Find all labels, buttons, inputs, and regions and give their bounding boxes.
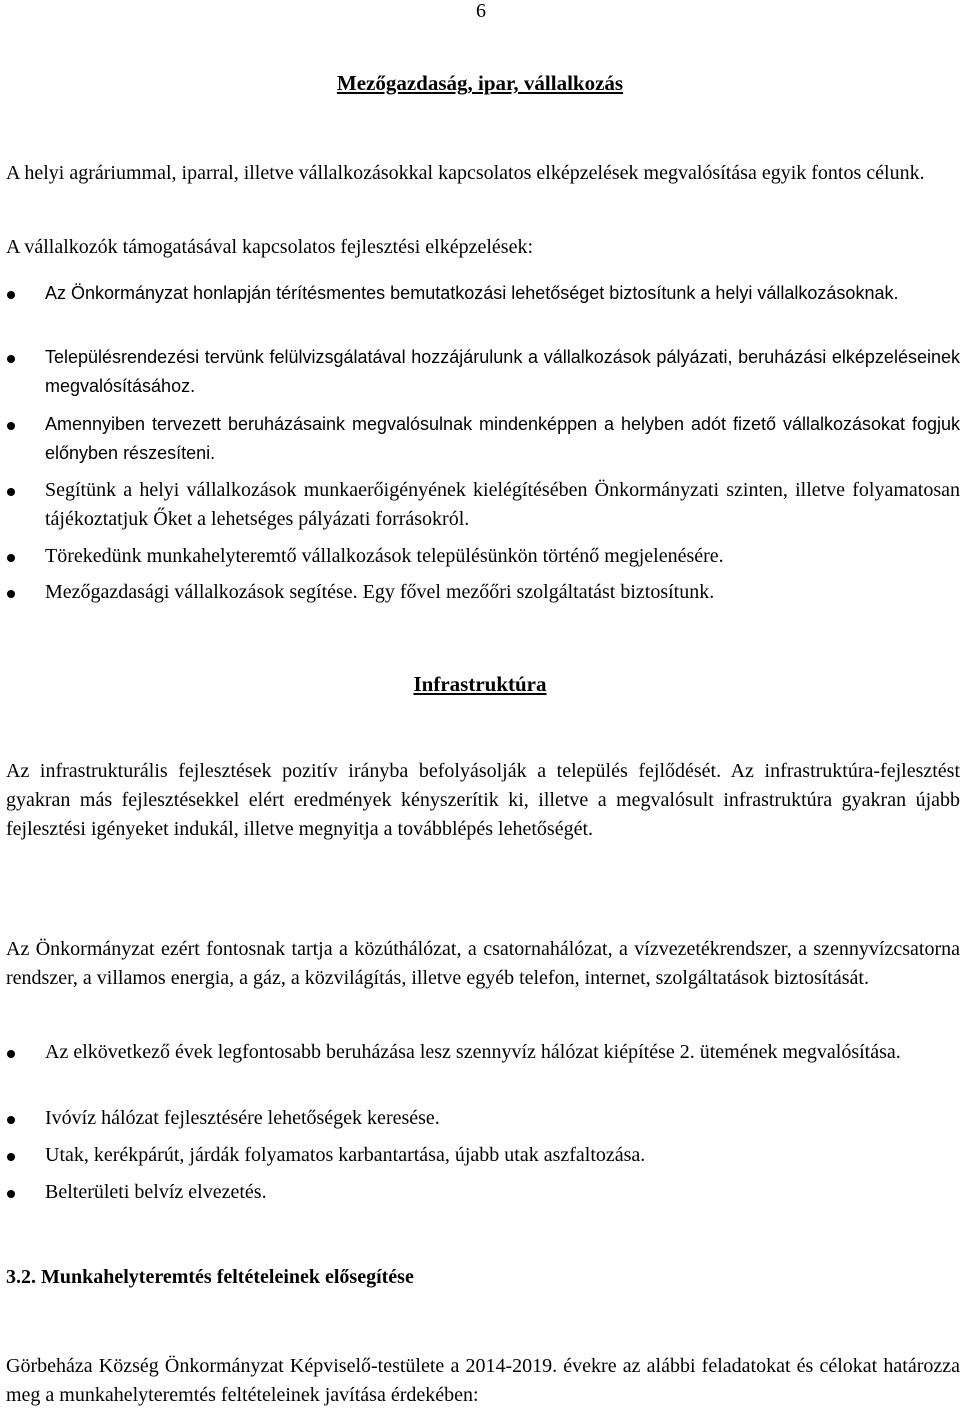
bullet-icon bbox=[7, 355, 15, 363]
list-item-text: Mezőgazdasági vállalkozások segítése. Egy fővel mezőőri szolgáltatást biztosítunk. bbox=[45, 581, 715, 603]
bullet-icon bbox=[7, 1050, 15, 1058]
list-item-text: Amennyiben tervezett beruházásaink megvalósulnak mindenképpen a helyben adót fizető vállalkozásokat fogjuk előnyben részesíteni. bbox=[45, 414, 960, 463]
employment-paragraph: Görbeháza Község Önkormányzat Képviselő-testülete a 2014-2019. évekre az alábbi feladatokat és célokat határozza meg a munkahelyteremtés feltételeinek javítása érdekében: bbox=[6, 1355, 960, 1406]
lead-paragraph: A vállalkozók támogatásával kapcsolatos fejlesztési elképzelések: bbox=[6, 236, 534, 258]
list-item-text: Törekedünk munkahelyteremtő vállalkozások településünkön történő megjelenésére. bbox=[45, 545, 724, 567]
bullet-icon bbox=[7, 554, 15, 562]
section-title-infrastructure: Infrastruktúra bbox=[413, 672, 547, 696]
list-item-text: Településrendezési tervünk felülvizsgálatával hozzájárulunk a vállalkozások pályázati, beruházási elképzeléseinek megvalósításához. bbox=[45, 347, 960, 396]
infrastructure-paragraph-1: Az infrastrukturális fejlesztések pozitív irányba befolyásolják a település fejlődését. Az infrastruktúra-fejlesztést gyakran más fejlesztésekkel elért eredmények kényszerítik ki, illetve a megvalósult infrastruktúra gyakran újabb fejlesztési igényeket indukál, illetve megnyitja a továbblépés lehetőségét. bbox=[6, 760, 960, 840]
list-item-text: Belterületi belvíz elvezetés. bbox=[45, 1181, 267, 1203]
list-item-text: Ivóvíz hálózat fejlesztésére lehetőségek keresése. bbox=[45, 1107, 440, 1129]
list-item-text: Utak, kerékpárút, járdák folyamatos karbantartása, újabb utak aszfaltozása. bbox=[45, 1144, 646, 1166]
bullet-icon bbox=[7, 488, 15, 496]
infrastructure-paragraph-2: Az Önkormányzat ezért fontosnak tartja a közúthálózat, a csatornahálózat, a vízvezetékrendszer, a szennyvízcsatorna rendszer, a villamos energia, a gáz, a közvilágítás, illetve egyéb telefon, internet, szolgáltatások biztosítását. bbox=[6, 938, 960, 989]
list-item-text: Az Önkormányzat honlapján térítésmentes bemutatkozási lehetőséget biztosítunk a helyi vállalkozásoknak. bbox=[45, 283, 899, 303]
bullet-icon bbox=[7, 1153, 15, 1161]
bullet-icon bbox=[7, 1190, 15, 1198]
intro-paragraph: A helyi agráriummal, iparral, illetve vállalkozásokkal kapcsolatos elképzelések megvalósítása egyik fontos célunk. bbox=[6, 162, 925, 184]
section-title-agriculture: Mezőgazdaság, ipar, vállalkozás bbox=[336, 71, 624, 95]
bullet-icon bbox=[7, 590, 15, 598]
bullet-icon bbox=[7, 1116, 15, 1124]
bullet-icon bbox=[7, 291, 15, 299]
subsection-title: 3.2. Munkahelyteremtés feltételeinek elősegítése bbox=[6, 1266, 414, 1288]
bullet-icon bbox=[7, 422, 15, 430]
page-number: 6 bbox=[476, 0, 486, 22]
list-item-text: Segítünk a helyi vállalkozások munkaerőigényének kielégítésében Önkormányzati szinten, illetve folyamatosan tájékoztatjuk Őket a lehetséges pályázati forrásokról. bbox=[45, 479, 960, 530]
list-item-text: Az elkövetkező évek legfontosabb beruházása lesz szennyvíz hálózat kiépítése 2. ütemének megvalósítása. bbox=[45, 1041, 901, 1063]
